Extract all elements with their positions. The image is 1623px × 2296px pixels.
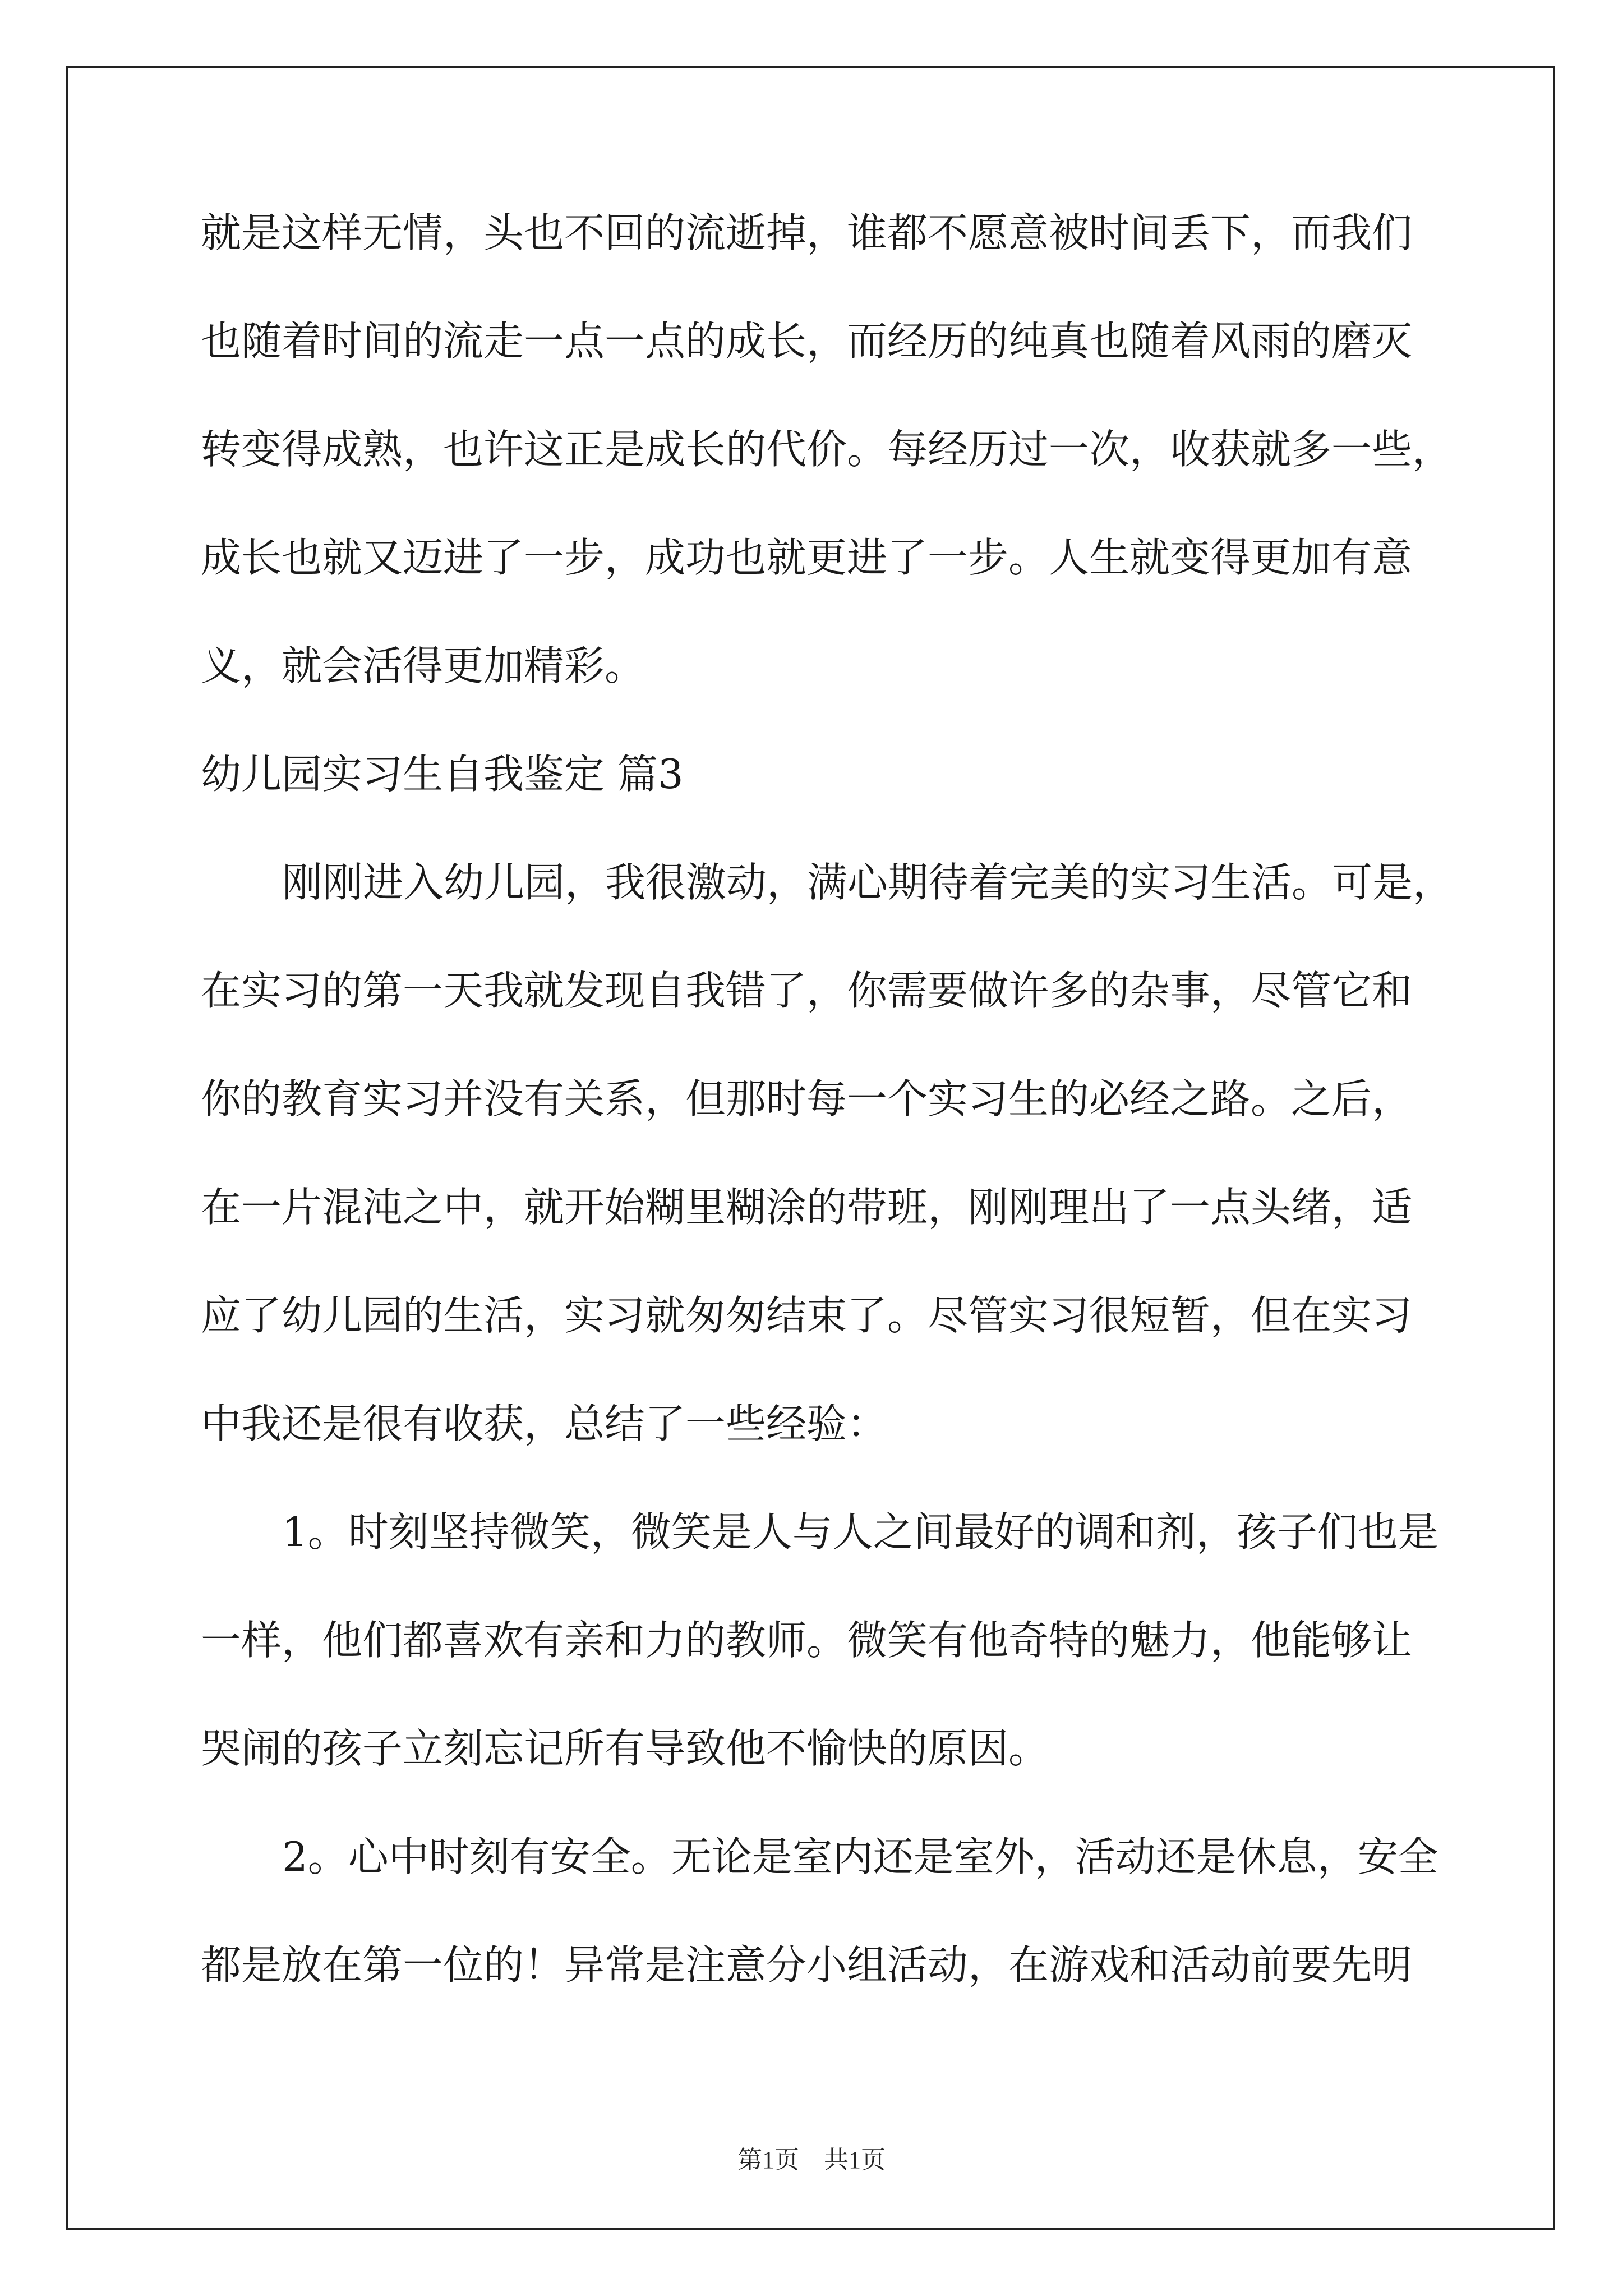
text-line: 成长也就又迈进了一步，成功也就更进了一步。人生就变得更加有意: [201, 534, 1413, 581]
list-item-1-line: 一样，他们都喜欢有亲和力的教师。微笑有他奇特的魅力，他能够让: [201, 1617, 1413, 1664]
page-border: [66, 66, 1555, 2230]
list-item-1-line: 哭闹的孩子立刻忘记所有导致他不愉快的原因。: [201, 1725, 1049, 1772]
list-item-1-line: 1。时刻坚持微笑，微笑是人与人之间最好的调和剂，孩子们也是: [282, 1508, 1438, 1556]
list-item-2-line: 2。心中时刻有安全。无论是室内还是室外，活动还是休息，安全: [282, 1833, 1438, 1880]
text-line: 在实习的第一天我就发现自我错了，你需要做许多的杂事，尽管它和: [201, 967, 1413, 1014]
list-item-2-line: 都是放在第一位的！异常是注意分小组活动，在游戏和活动前要先明: [201, 1941, 1413, 1989]
page-number: 第1页 共1页: [737, 2146, 886, 2174]
text-line: 转变得成熟，也许这正是成长的代价。每经历过一次，收获就多一些，: [201, 426, 1453, 473]
text-line: 应了幼儿园的生活，实习就匆匆结束了。尽管实习很短暂，但在实习: [201, 1292, 1413, 1339]
text-line: 你的教育实习并没有关系，但那时每一个实习生的必经之路。之后，: [201, 1075, 1413, 1122]
text-line: 义，就会活得更加精彩。: [201, 642, 645, 689]
section-title: 幼儿园实习生自我鉴定 篇3: [201, 751, 684, 798]
text-line: 也随着时间的流走一点一点的成长，而经历的纯真也随着风雨的磨灭: [201, 318, 1413, 365]
text-line: 刚刚进入幼儿园，我很激动，满心期待着完美的实习生活。可是，: [282, 859, 1454, 906]
text-line: 在一片混沌之中，就开始糊里糊涂的带班，刚刚理出了一点头绪，适: [201, 1184, 1413, 1231]
text-line: 就是这样无情，头也不回的流逝掉，谁都不愿意被时间丢下，而我们: [201, 209, 1413, 256]
text-line: 中我还是很有收获，总结了一些经验：: [201, 1400, 888, 1447]
